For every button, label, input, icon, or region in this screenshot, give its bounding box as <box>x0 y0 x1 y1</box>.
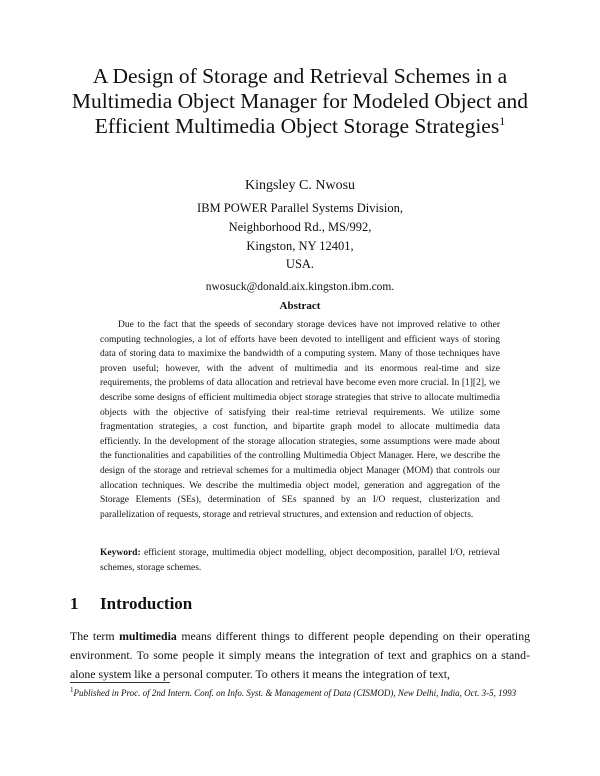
title-footnote-mark: 1 <box>499 113 506 128</box>
paper-title <box>40 64 560 139</box>
intro-text-after: means different things to different people depending on their operating environment. To some people it simply means the integration of text and graphics on a stand-alone system like a personal computer. To others it means the integration of text, <box>70 629 530 682</box>
abstract-body: Due to the fact that the speeds of secondary storage devices have not improved relative to other computing technologies, a lot of efforts have been devoted to intelligent and efficient ways of storing data of storing data to maximixe the bandwidth of a computing system. Many of those techniques have proven useful; however, with the advent of multimedia and its enormous real-time and size requirements, the problems of data allocation and retrieval have become even more crucial. In [1][2], we describe some designs of efficient multimedia object storage strategies that strive to allocate multimedia objects with the objective of satisfying their real-time retrieval requirements. We utilize some fragmentation strategies, a cost function, and bipartite graph model to allocate multimedia data efficiently. In the development of the storage allocation strategies, some assumptions were made about the functionalities and capabilities of the controlling Multimedia Object Manager. Here, we describe the design of the storage and retrieval schemes for a multimedia object Manager (MOM) that controls our allocation techniques. We describe the multimedia object model, generation and aggregation of the Storage Elements (SEs), determination of SEs spanned by an I/O request, clusterization and parallelization of requests, storage and retrieval structures, and extension and reduction of objects. <box>100 320 500 520</box>
author-affiliation-line1: IBM POWER Parallel Systems Division, <box>197 201 403 215</box>
footnote-text: Published in Proc. of 2nd Intern. Conf. on Info. Syst. & Management of Data (CISMOD), New Delhi, India, Oct. 3-5, 1993 <box>73 688 517 698</box>
author-email: nwosuck@donald.aix.kingston.ibm.com. <box>205 281 395 293</box>
author-affiliation-line2: Neighborhood Rd., MS/992, <box>228 220 372 234</box>
footnote-mark: 1 <box>70 686 74 694</box>
keywords-text: efficient storage, multimedia object modelling, object decomposition, parallel I/O, retrieval schemes, storage schemes. <box>100 548 500 573</box>
author-name: Kingsley C. Nwosu <box>244 178 356 193</box>
section-heading-introduction <box>70 594 192 614</box>
intro-text-before: The term <box>70 629 120 643</box>
keywords-label: Keyword: <box>100 548 141 558</box>
intro-bold-term: multimedia <box>119 629 177 643</box>
footnote <box>70 684 530 701</box>
footnote-divider <box>70 682 170 683</box>
section-number: 1 <box>70 594 79 613</box>
keywords-paragraph <box>100 546 500 575</box>
abstract-heading: Abstract <box>279 300 321 312</box>
author-affiliation-line3: Kingston, NY 12401, <box>246 239 354 253</box>
author-affiliation-line4: USA. <box>285 257 315 271</box>
section-title: Introduction <box>100 594 193 613</box>
paper-title-text: A Design of Storage and Retrieval Schemes in a Multimedia Object Manager for Modeled Object and Efficient Multimedia Object Storage Strategies <box>71 64 529 138</box>
introduction-paragraph <box>70 627 530 685</box>
